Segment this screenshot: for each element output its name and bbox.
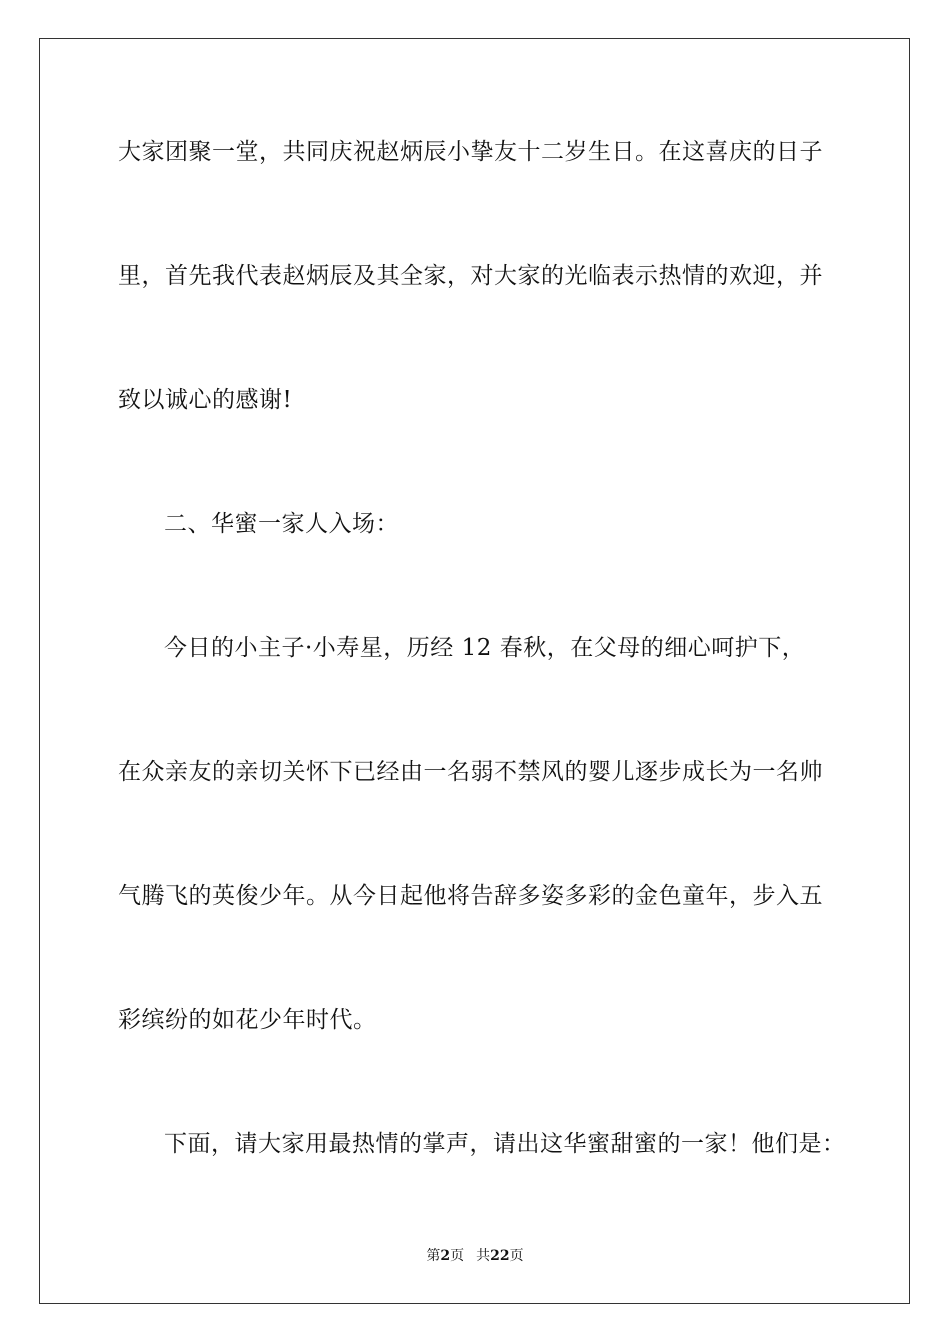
body-line: 气腾飞的英俊少年。从今日起他将告辞多姿多彩的金色童年，步入五	[118, 883, 823, 909]
body-line: 今日的小主子·小寿星，历经 12 春秋，在父母的细心呵护下，	[164, 635, 806, 661]
body-line: 彩缤纷的如花少年时代。	[118, 1007, 377, 1033]
page-footer	[0, 1247, 950, 1265]
footer-page-prefix: 第	[426, 1248, 441, 1264]
footer-total-suffix: 页	[509, 1248, 524, 1264]
section-heading: 二、华蜜一家人入场：	[164, 511, 399, 537]
footer-page-total: 22	[490, 1248, 510, 1264]
body-line: 致以诚心的感谢!	[118, 387, 293, 413]
body-line: 大家团聚一堂，共同庆祝赵炳辰小挚友十二岁生日。在这喜庆的日子	[118, 139, 823, 165]
page-frame	[39, 38, 910, 1304]
footer-page-current: 2	[440, 1248, 451, 1264]
body-line: 在众亲友的亲切关怀下已经由一名弱不禁风的婴儿逐步成长为一名帅	[118, 759, 823, 785]
footer-page-suffix: 页	[450, 1248, 465, 1264]
footer-total-prefix: 共	[476, 1248, 491, 1264]
body-line: 里，首先我代表赵炳辰及其全家，对大家的光临表示热情的欢迎，并	[118, 263, 823, 289]
body-line: 下面，请大家用最热情的掌声，请出这华蜜甜蜜的一家！他们是：	[164, 1131, 846, 1157]
